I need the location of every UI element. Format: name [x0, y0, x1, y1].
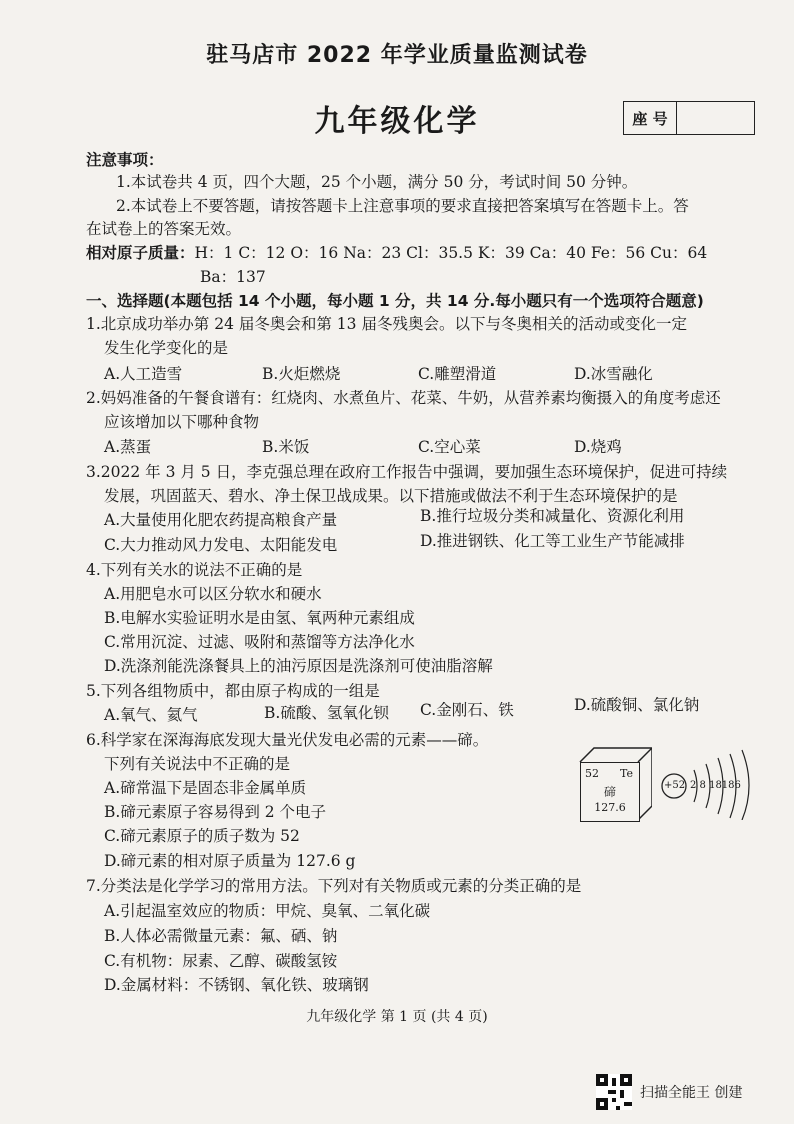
note-2a: 2.本试卷上不要答题，请按答题卡上注意事项的要求直接把答案填写在答题卡上。答: [116, 197, 689, 215]
element-name: 碲: [603, 785, 616, 799]
q3-option-b: B.推行垃圾分类和减量化、资源化利用: [420, 507, 685, 525]
section-1-heading: 一、选择题(本题包括 14 个小题，每小题 1 分，共 14 分.每小题只有一个选项符合题意): [86, 292, 704, 310]
q7-option-b: B.人体必需微量元素：氟、硒、钠: [104, 927, 338, 945]
q1-option-d: D.冰雪融化: [574, 365, 653, 383]
q6-option-b: B.碲元素原子容易得到 2 个电子: [104, 803, 327, 821]
atomic-mass-values: H：1 C：12 O：16 Na：23 Cl：35.5 K：39 Ca：40 Fe：56 Cu：64: [194, 244, 708, 262]
atomic-mass-values-2: Ba：137: [200, 268, 266, 286]
q4-option-c: C.常用沉淀、过滤、吸附和蒸馏等方法净化水: [104, 633, 415, 651]
q6-option-c: C.碲元素原子的质子数为 52: [104, 827, 300, 845]
q5-option-c: C.金刚石、铁: [420, 701, 514, 719]
seat-label: 座 号: [624, 102, 677, 134]
nucleus-charge: +52: [664, 780, 686, 791]
q7-stem: 7.分类法是化学学习的常用方法。下列对有关物质或元素的分类正确的是: [86, 877, 582, 895]
q2-option-c: C.空心菜: [418, 438, 481, 456]
q3-stem-2: 发展，巩固蓝天、碧水、净土保卫战成果。以下措施或做法不利于生态环境保护的是: [104, 487, 678, 505]
exam-title: 驻马店市 2022 年学业质量监测试卷: [206, 43, 588, 68]
q2-stem-2: 应该增加以下哪种食物: [104, 413, 260, 431]
page-footer: 九年级化学 第 1 页 (共 4 页): [306, 1009, 488, 1025]
q4-option-d: D.洗涤剂能洗涤餐具上的油污原因是洗涤剂可使油脂溶解: [104, 657, 493, 675]
q4-stem: 4.下列有关水的说法不正确的是: [86, 561, 303, 579]
notes-heading: 注意事项：: [86, 151, 164, 169]
q5-option-d: D.硫酸铜、氯化钠: [574, 696, 700, 714]
q1-option-c: C.雕塑滑道: [418, 365, 497, 383]
q4-option-b: B.电解水实验证明水是由氢、氧两种元素组成: [104, 609, 415, 627]
q1-option-b: B.火炬燃烧: [262, 365, 341, 383]
seat-number-box: [623, 101, 755, 135]
note-1: 1.本试卷共 4 页，四个大题，25 个小题，满分 50 分，考试时间 50 分钟。: [116, 173, 638, 191]
q1-stem-1: 1.北京成功举办第 24 届冬奥会和第 13 届冬残奥会。以下与冬奥相关的活动或变化一定: [86, 315, 687, 333]
q6-stem-2: 下列有关说法中不正确的是: [104, 755, 291, 773]
q4-option-a: A.用肥皂水可以区分软水和硬水: [104, 585, 322, 603]
element-symbol: Te: [620, 767, 633, 780]
qr-code-icon: [596, 1074, 632, 1110]
tellurium-element-figure: [572, 740, 762, 820]
element-cell: [580, 762, 640, 822]
element-mass: 127.6: [594, 801, 626, 814]
q3-option-a: A.大量使用化肥农药提高粮食产量: [104, 511, 338, 529]
q7-option-c: C.有机物：尿素、乙醇、碳酸氢铵: [104, 952, 338, 970]
electron-shells: 2 8 18186: [690, 780, 741, 791]
q5-stem: 5.下列各组物质中，都由原子构成的一组是: [86, 682, 380, 700]
q3-stem-1: 3.2022 年 3 月 5 日，李克强总理在政府工作报告中强调，要加强生态环境保护，促进可持续: [86, 463, 728, 481]
q7-option-d: D.金属材料：不锈钢、氧化铁、玻璃钢: [104, 976, 369, 994]
q6-option-d: D.碲元素的相对原子质量为 127.6 g: [104, 852, 356, 870]
q1-option-a: A.人工造雪: [104, 365, 183, 383]
atomic-mass-line: [86, 243, 707, 263]
q5-option-a: A.氧气、氦气: [104, 706, 198, 724]
q2-option-b: B.米饭: [262, 438, 310, 456]
scanner-watermark: 扫描全能王 创建: [640, 1085, 743, 1101]
seat-input-box: [677, 102, 754, 134]
q3-option-d: D.推进钢铁、化工等工业生产节能减排: [420, 532, 685, 550]
q5-option-b: B.硫酸、氢氧化钡: [264, 704, 389, 722]
q6-option-a: A.碲常温下是固态非金属单质: [104, 779, 307, 797]
atomic-mass-label: 相对原子质量：: [86, 244, 195, 262]
q7-option-a: A.引起温室效应的物质：甲烷、臭氧、二氧化碳: [104, 902, 431, 920]
q1-stem-2: 发生化学变化的是: [104, 339, 229, 357]
q2-option-a: A.蒸蛋: [104, 438, 152, 456]
q6-stem-1: 6.科学家在深海海底发现大量光伏发电必需的元素——碲。: [86, 731, 489, 749]
element-atomic-number: 52: [585, 767, 599, 780]
q3-option-c: C.大力推动风力发电、太阳能发电: [104, 536, 338, 554]
subject-title: 九年级化学: [314, 104, 480, 139]
note-2b: 在试卷上的答案无效。: [86, 220, 242, 238]
q2-stem-1: 2.妈妈准备的午餐食谱有：红烧肉、水煮鱼片、花菜、牛奶，从营养素均衡摄入的角度考虑还: [86, 389, 721, 407]
q2-option-d: D.烧鸡: [574, 438, 622, 456]
